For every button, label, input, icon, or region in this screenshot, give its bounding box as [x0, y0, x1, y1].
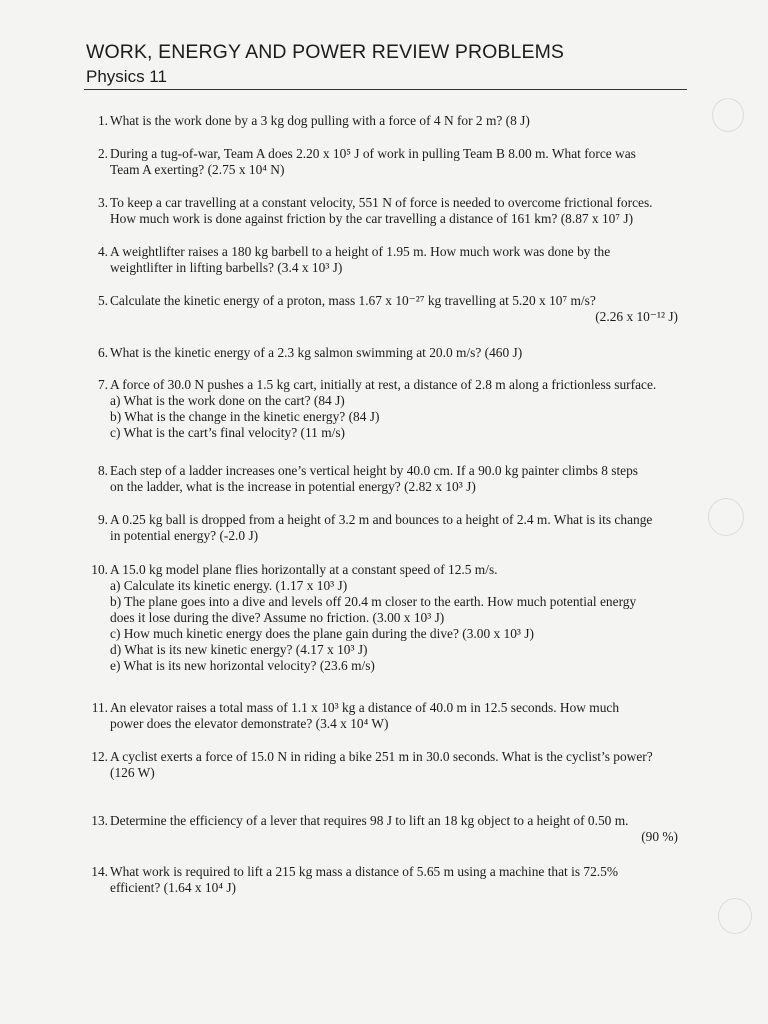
problem-number: 3. [97, 195, 108, 210]
problem-number: 7. [97, 377, 108, 392]
punch-hole-mark [712, 98, 744, 132]
problem-line: weightlifter in lifting barbells? (3.4 x 10³ J) [110, 260, 343, 275]
problem-answer: (2.26 x 10⁻¹² J) [595, 309, 678, 324]
problem-line: How much work is done against friction by the car travelling a distance of 161 km? (8.87 x 10⁷ J) [110, 211, 634, 226]
problem-number: 1. [97, 113, 108, 128]
problem-line: During a tug-of-war, Team A does 2.20 x 10⁵ J of work in pulling Team B 8.00 m. What force was [110, 146, 636, 161]
problem-item [82, 749, 692, 781]
problem-line: b) The plane goes into a dive and levels off 20.4 m closer to the earth. How much potential energy [110, 594, 637, 609]
problem-text [110, 377, 692, 441]
problem-item [82, 195, 692, 227]
punch-hole-mark [708, 498, 744, 536]
problem-text [110, 244, 692, 276]
problem-line: Calculate the kinetic energy of a proton, mass 1.67 x 10⁻²⁷ kg travelling at 5.20 x 10⁷ m/s? [110, 293, 596, 308]
problem-number: 5. [97, 293, 108, 308]
problem-item [82, 113, 692, 129]
problem-line: What work is required to lift a 215 kg mass a distance of 5.65 m using a machine that is 72.5% [110, 864, 618, 879]
page-subtitle: Physics 11 [86, 67, 167, 86]
problem-line: (126 W) [110, 765, 155, 780]
problem-line: in potential energy? (-2.0 J) [110, 528, 259, 543]
problem-line: A 0.25 kg ball is dropped from a height of 3.2 m and bounces to a height of 2.4 m. What is its change [110, 512, 653, 527]
problem-answer: (90 %) [641, 829, 678, 844]
problem-text [110, 562, 692, 674]
problem-item [82, 562, 692, 674]
problem-line: A 15.0 kg model plane flies horizontally at a constant speed of 12.5 m/s. [110, 562, 498, 577]
problem-item [82, 293, 692, 325]
problem-text [110, 293, 692, 325]
problem-line: on the ladder, what is the increase in potential energy? (2.82 x 10³ J) [110, 479, 476, 494]
problem-line: a) What is the work done on the cart? (84 J) [110, 393, 345, 408]
problem-line: Determine the efficiency of a lever that requires 98 J to lift an 18 kg object to a height of 0.50 m. [110, 813, 629, 828]
problem-line: b) What is the change in the kinetic energy? (84 J) [110, 409, 380, 424]
problem-item [82, 146, 692, 178]
problem-number: 8. [97, 463, 108, 478]
problem-line: d) What is its new kinetic energy? (4.17 x 10³ J) [110, 642, 368, 657]
problem-line: c) How much kinetic energy does the plane gain during the dive? (3.00 x 10³ J) [110, 626, 534, 641]
problem-line: c) What is the cart’s final velocity? (11 m/s) [110, 425, 346, 440]
problem-number: 12. [91, 749, 108, 764]
problem-line: A cyclist exerts a force of 15.0 N in riding a bike 251 m in 30.0 seconds. What is the cyclist’s power? [110, 749, 653, 764]
problem-number: 10. [91, 562, 108, 577]
problem-number: 4. [97, 244, 108, 259]
problem-item [82, 813, 692, 845]
problem-text [110, 345, 692, 361]
problem-text [110, 749, 692, 781]
problem-line: e) What is its new horizontal velocity? (23.6 m/s) [110, 658, 375, 673]
problem-line: a) Calculate its kinetic energy. (1.17 x 10³ J) [110, 578, 348, 593]
problem-text [110, 700, 692, 732]
problem-line: Each step of a ladder increases one’s vertical height by 40.0 cm. If a 90.0 kg painter climbs 8 steps [110, 463, 639, 478]
problem-line: Team A exerting? (2.75 x 10⁴ N) [110, 162, 285, 177]
page-title: WORK, ENERGY AND POWER REVIEW PROBLEMS [86, 41, 565, 63]
problem-number: 2. [97, 146, 108, 161]
problem-line: efficient? (1.64 x 10⁴ J) [110, 880, 237, 895]
punch-hole-mark [718, 898, 752, 934]
problem-item [82, 244, 692, 276]
problem-item [82, 345, 692, 361]
problem-line: A weightlifter raises a 180 kg barbell to a height of 1.95 m. How much work was done by the [110, 244, 611, 259]
problem-item [82, 512, 692, 544]
problem-text [110, 512, 692, 544]
problem-line: power does the elevator demonstrate? (3.4 x 10⁴ W) [110, 716, 389, 731]
problem-number: 14. [91, 864, 108, 879]
problem-line: What is the work done by a 3 kg dog pulling with a force of 4 N for 2 m? (8 J) [110, 113, 530, 128]
problem-line: An elevator raises a total mass of 1.1 x 10³ kg a distance of 40.0 m in 12.5 seconds. How much [110, 700, 620, 715]
problem-item [82, 463, 692, 495]
problem-item [82, 377, 692, 441]
problem-number: 6. [97, 345, 108, 360]
problem-line: What is the kinetic energy of a 2.3 kg salmon swimming at 20.0 m/s? (460 J) [110, 345, 523, 360]
problem-number: 13. [91, 813, 108, 828]
problem-number: 11. [91, 700, 108, 715]
header-divider [84, 89, 687, 90]
problem-item [82, 700, 692, 732]
problem-line: To keep a car travelling at a constant velocity, 551 N of force is needed to overcome frictional forces. [110, 195, 653, 210]
problem-text [110, 463, 692, 495]
problem-line: does it lose during the dive? Assume no friction. (3.00 x 10³ J) [110, 610, 445, 625]
problem-text [110, 813, 692, 845]
problem-text [110, 864, 692, 896]
problem-number: 9. [97, 512, 108, 527]
problem-line: A force of 30.0 N pushes a 1.5 kg cart, initially at rest, a distance of 2.8 m along a frictionless surface. [110, 377, 657, 392]
problem-item [82, 864, 692, 896]
problem-text [110, 195, 692, 227]
problem-text [110, 113, 692, 129]
problem-text [110, 146, 692, 178]
